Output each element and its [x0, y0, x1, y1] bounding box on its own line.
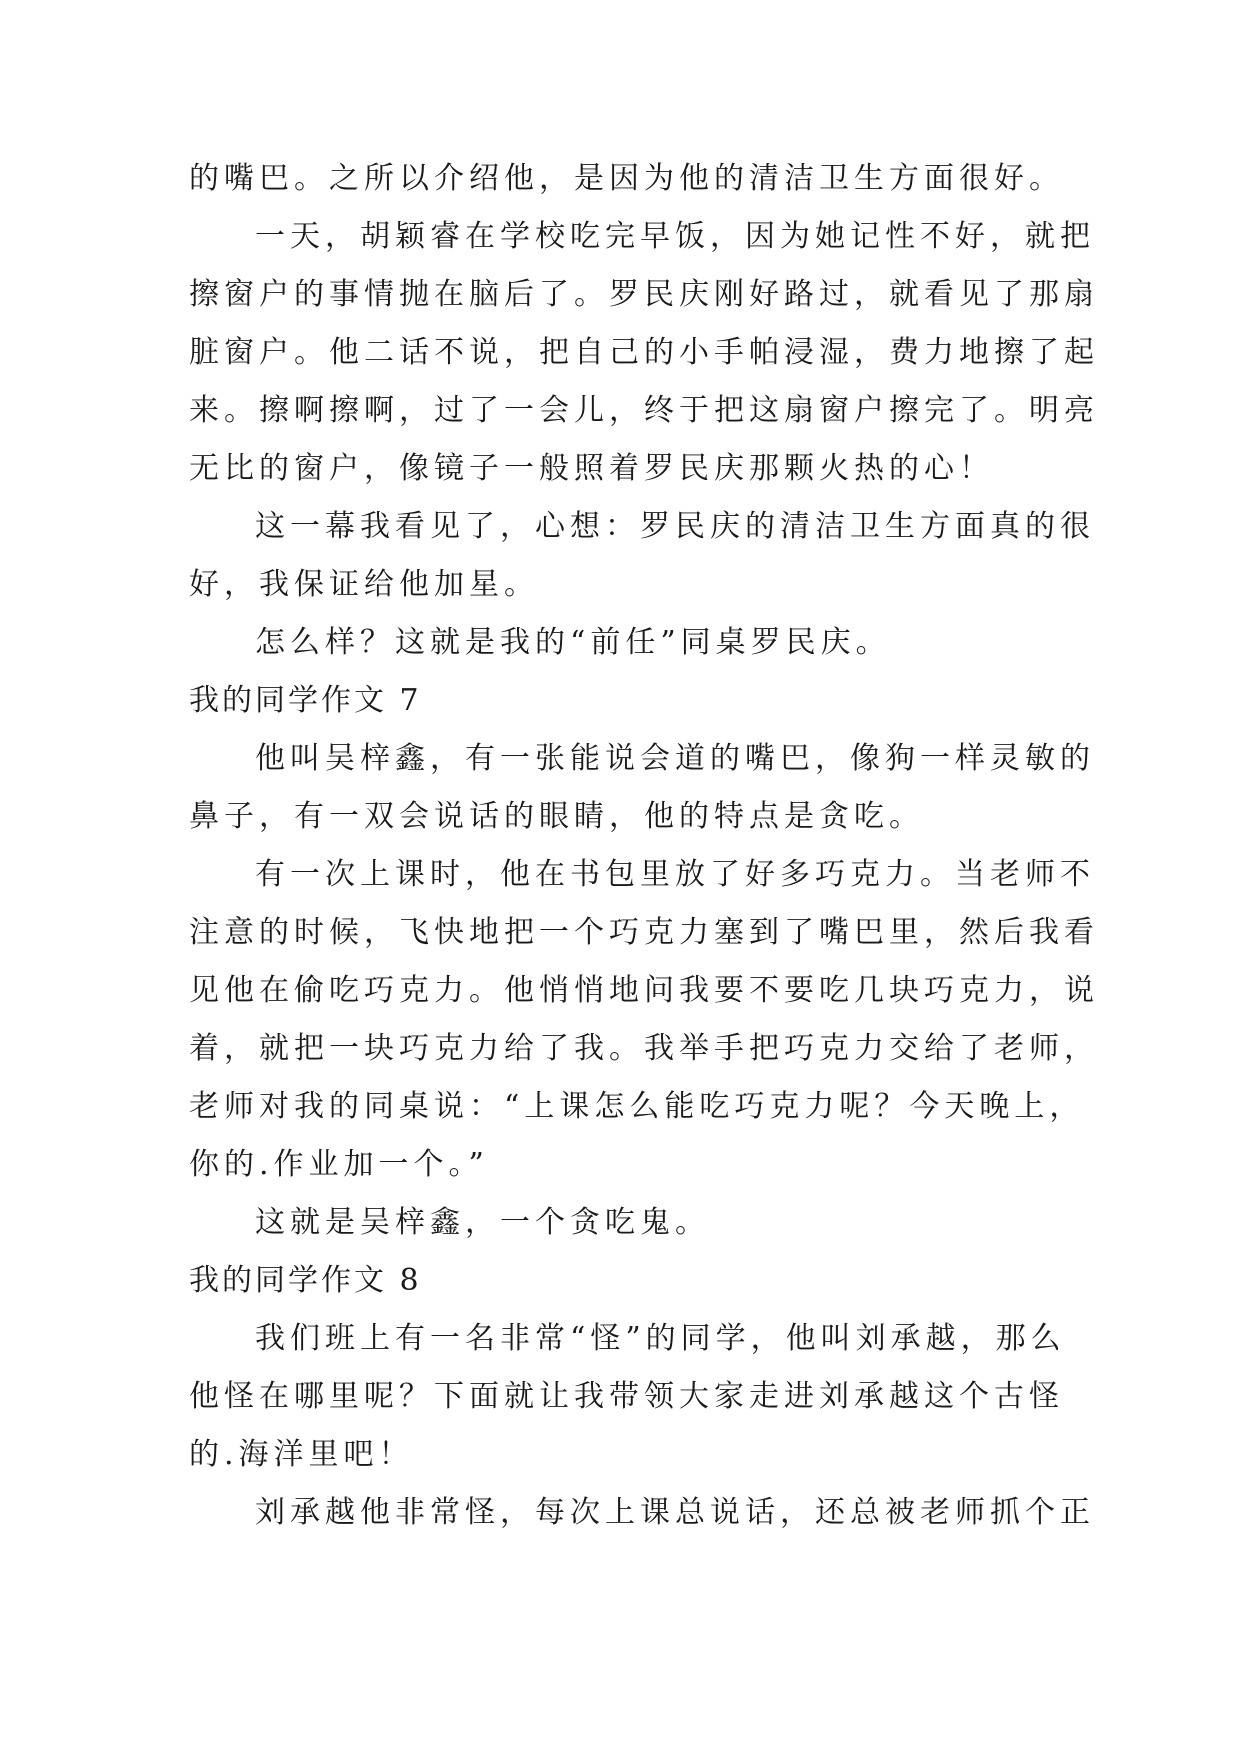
text-line: 来。擦啊擦啊，过了一会儿，终于把这扇窗户擦完了。明亮 — [189, 393, 1099, 428]
text-line: 的.海洋里吧！ — [189, 1437, 414, 1472]
text-line: 好，我保证给他加星。 — [189, 567, 539, 602]
text-line: 见他在偷吃巧克力。他悄悄地问我要不要吃几块巧克力，说 — [189, 973, 1099, 1008]
document-page — [189, 150, 1099, 1542]
section-heading: 我的同学作文 7 — [189, 683, 422, 718]
text-line: 他怪在哪里呢？下面就让我带领大家走进刘承越这个古怪 — [189, 1379, 1064, 1414]
text-line: 刘承越他非常怪，每次上课总说话，还总被老师抓个正 — [255, 1495, 1095, 1530]
text-line: 注意的时候，飞快地把一个巧克力塞到了嘴巴里，然后我看 — [189, 915, 1099, 950]
text-line: 他叫吴梓鑫，有一张能说会道的嘴巴，像狗一样灵敏的 — [255, 741, 1095, 776]
text-line: 一天，胡颖睿在学校吃完早饭，因为她记性不好，就把 — [255, 219, 1095, 254]
text-line: 鼻子，有一双会说话的眼睛，他的特点是贪吃。 — [189, 799, 924, 834]
text-line: 的嘴巴。之所以介绍他，是因为他的清洁卫生方面很好。 — [189, 161, 1064, 196]
text-line: 有一次上课时，他在书包里放了好多巧克力。当老师不 — [255, 857, 1095, 892]
text-line: 着，就把一块巧克力给了我。我举手把巧克力交给了老师， — [189, 1031, 1099, 1066]
section-heading: 我的同学作文 8 — [189, 1263, 422, 1298]
text-line: 我们班上有一名非常“怪”的同学，他叫刘承越，那么 — [255, 1321, 1066, 1356]
text-line: 脏窗户。他二话不说，把自己的小手帕浸湿，费力地擦了起 — [189, 335, 1099, 370]
text-line: 你的.作业加一个。” — [189, 1147, 489, 1182]
text-line: 这一幕我看见了，心想：罗民庆的清洁卫生方面真的很 — [255, 509, 1095, 544]
text-line: 老师对我的同桌说：“上课怎么能吃巧克力呢？今天晚上， — [189, 1089, 1085, 1124]
text-line: 怎么样？这就是我的“前任”同桌罗民庆。 — [255, 625, 891, 660]
text-line: 擦窗户的事情抛在脑后了。罗民庆刚好路过，就看见了那扇 — [189, 277, 1099, 312]
text-line: 这就是吴梓鑫，一个贪吃鬼。 — [255, 1205, 710, 1240]
text-line: 无比的窗户，像镜子一般照着罗民庆那颗火热的心！ — [189, 451, 994, 486]
